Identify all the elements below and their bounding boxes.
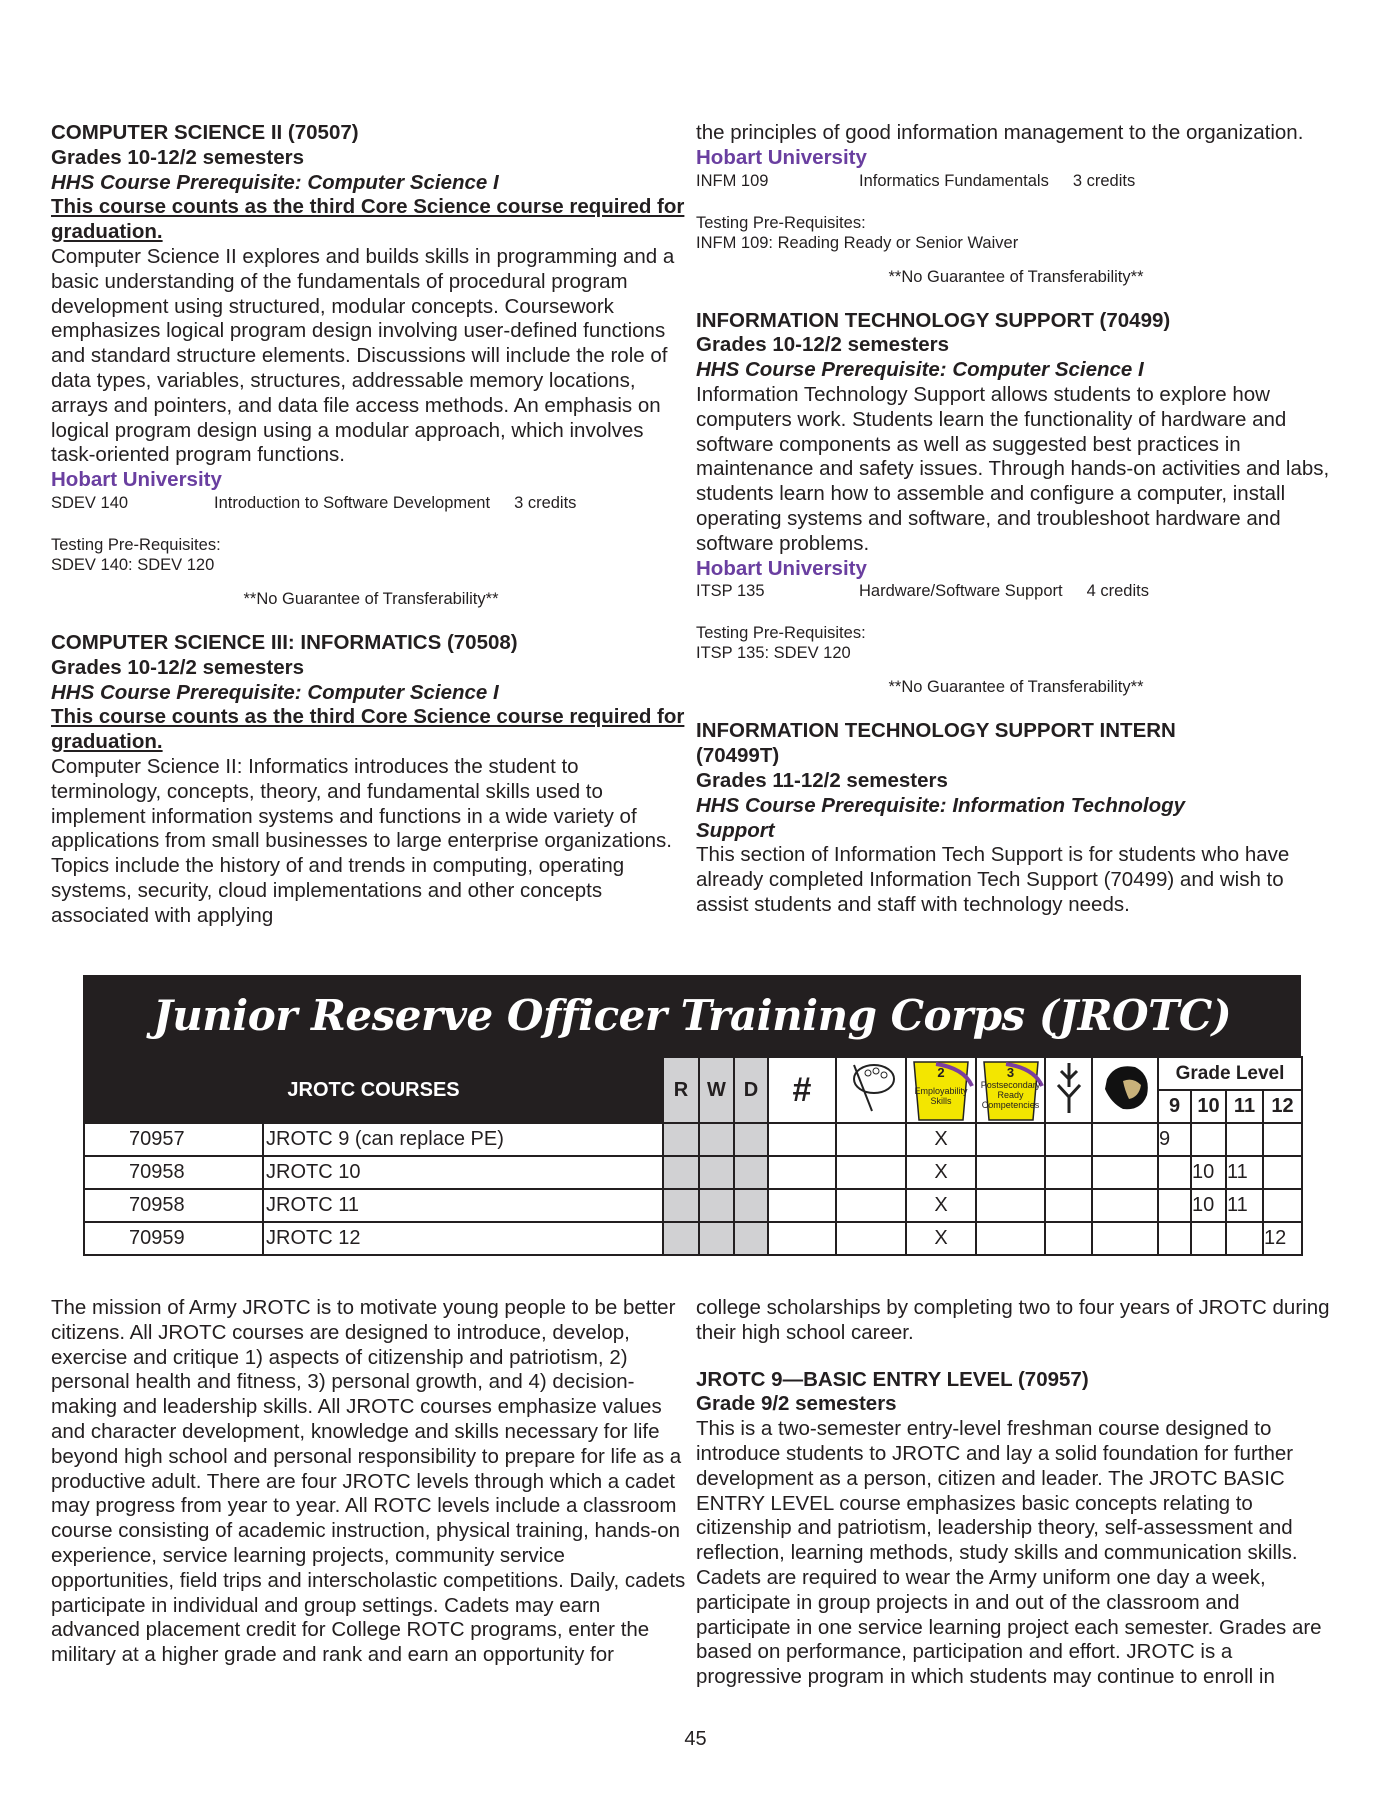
hashtag-icon: # — [768, 1057, 836, 1123]
d-cell — [734, 1189, 768, 1222]
grade-10-cell: 10 — [1191, 1189, 1226, 1222]
course-title: INFORMATION TECHNOLOGY SUPPORT (70499) — [696, 308, 1171, 332]
grade-11-header: 11 — [1226, 1090, 1263, 1123]
course-name: JROTC 10 — [263, 1156, 663, 1189]
dual-credit-course — [696, 581, 1336, 601]
r-cell — [663, 1222, 699, 1255]
postsecondary-bucket-icon — [976, 1057, 1045, 1123]
course-code: 70957 — [84, 1123, 263, 1156]
r-cell — [663, 1189, 699, 1222]
y-arrow-icon — [1045, 1057, 1092, 1123]
palette-cell — [836, 1222, 906, 1255]
hash-cell — [768, 1123, 836, 1156]
dual-credit-course — [696, 171, 1336, 191]
table-row — [84, 1156, 1302, 1189]
testing-label: Testing Pre-Requisites: — [696, 213, 866, 232]
course-credits: 3 credits — [1072, 171, 1136, 190]
grade-9-cell — [1158, 1156, 1191, 1189]
course-name: JROTC 12 — [263, 1222, 663, 1255]
course-grades: Grade 9/2 semesters — [696, 1392, 897, 1416]
hash-cell — [768, 1189, 836, 1222]
core-note: This course counts as the third Core Science course required for graduation. — [51, 705, 685, 754]
jrotc-mission: The mission of Army JROTC is to motivate young people to be better citizens. All JROTC courses are designed to introduce, develop, exercise and critique 1) aspects of citizenship and patriotism, 2) personal health and fitness, 3) personal growth, and 4) decision-making and leadership skills. All JROTC courses emphasize values and character development, knowledge and skills necessary for life beyond high school and personal responsibility to prepare for life as a productive adult. There are four JROTC levels through which a cadet may progress from year to year. All ROTC levels include a classroom course consisting of academic instruction, physical training, hands-on experience, service learning projects, community service opportunities, field trips and interscholastic competitions. Daily, cadets participate in individual and group settings. Cadets may earn advanced placement credit for College ROTC programs, enter the military at a higher grade and rank and earn an opportunity for — [51, 1296, 686, 1667]
grade-12-cell — [1263, 1123, 1302, 1156]
grade-12-cell — [1263, 1156, 1302, 1189]
postsecondary-cell — [976, 1156, 1045, 1189]
course-code: INFM 109 — [696, 171, 769, 190]
y-cell — [1045, 1189, 1092, 1222]
course-description: This section of Information Tech Support is for students who have already completed Information Tech Support (70499) and wish to assist students and staff with technology needs. — [696, 843, 1290, 916]
course-description: Information Technology Support allows students to explore how computers work. Students learn the functionality of hardware and software components as well as suggested best practices in maintenance and safety issues. Through hands-on activities and labs, students learn how to assemble and configure a computer, install operating systems and software, and troubleshoot hardware and software problems. — [696, 382, 1330, 555]
course-prereq: HHS Course Prerequisite: Information Technology Support — [696, 793, 1186, 842]
bucket-number: 2 — [937, 1065, 945, 1080]
w-cell — [699, 1123, 734, 1156]
core-note: This course counts as the third Core Science course required for graduation. — [51, 195, 685, 244]
table-row — [84, 1189, 1302, 1222]
course-description-cont: the principles of good information management to the organization. — [696, 121, 1304, 144]
course-credits: 3 credits — [514, 493, 577, 512]
university-name: Hobart University — [696, 556, 867, 580]
lion-cell — [1092, 1222, 1158, 1255]
course-name: JROTC 11 — [263, 1189, 663, 1222]
y-cell — [1045, 1222, 1092, 1255]
transfer-note: **No Guarantee of Transferability** — [888, 267, 1144, 286]
right-column-top — [696, 121, 1336, 918]
grade-11-cell — [1226, 1222, 1263, 1255]
course-name: Introduction to Software Development — [214, 493, 491, 512]
courses-header: JROTC COURSES — [84, 1057, 663, 1123]
grade-11-cell: 11 — [1226, 1156, 1263, 1189]
hash-cell — [768, 1222, 836, 1255]
y-cell — [1045, 1156, 1092, 1189]
palette-cell — [836, 1123, 906, 1156]
course-prereq: HHS Course Prerequisite: Computer Science I — [696, 358, 1144, 382]
lion-cell — [1092, 1123, 1158, 1156]
table-row — [84, 1222, 1302, 1255]
palette-cell — [836, 1156, 906, 1189]
left-column-bottom — [51, 1296, 691, 1668]
course-prereq: HHS Course Prerequisite: Computer Science I — [51, 680, 499, 704]
grade-12-header: 12 — [1263, 1090, 1302, 1123]
testing-label: Testing Pre-Requisites: — [51, 535, 221, 554]
course-description: Computer Science II explores and builds skills in programming and a basic understanding of the fundamentals of procedural program development using structured, modular concepts. Coursework emphasizes logical program design involving user-defined functions and standard structure elements. Discussions will include the role of data types, variables, structures, addressable memory locations, arrays and pointers, and data file access methods. An emphasis on logical program design using a modular approach, which involves task-oriented program functions. — [51, 244, 675, 467]
university-name: Hobart University — [696, 145, 867, 169]
jrotc-banner: Junior Reserve Officer Training Corps (JROTC) — [83, 975, 1301, 1056]
course-description: Computer Science II: Informatics introduces the student to terminology, concepts, theory, and fundamental skills used to implement information systems and functions in a wide variety of applications from small businesses to large enterprise organizations. Topics include the history of and trends in computing, operating systems, security, cloud implementations and other concepts associated with applying — [51, 754, 673, 927]
palette-cell — [836, 1189, 906, 1222]
course-grades: Grades 10-12/2 semesters — [51, 655, 305, 679]
postsecondary-cell — [976, 1189, 1045, 1222]
grade-9-cell: 9 — [1158, 1123, 1191, 1156]
bucket-number: 3 — [1006, 1065, 1015, 1080]
employability-mark: X — [906, 1189, 976, 1222]
employability-mark: X — [906, 1156, 976, 1189]
grade-10-cell: 10 — [1191, 1156, 1226, 1189]
course-title: COMPUTER SCIENCE II (70507) — [51, 121, 359, 144]
course-code: SDEV 140 — [51, 493, 129, 512]
course-grades: Grades 11-12/2 semesters — [696, 768, 948, 792]
course-prereq: HHS Course Prerequisite: Computer Science I — [51, 170, 499, 194]
transfer-note: **No Guarantee of Transferability** — [243, 589, 499, 608]
postsecondary-cell — [976, 1222, 1045, 1255]
r-cell — [663, 1156, 699, 1189]
lion-cell — [1092, 1189, 1158, 1222]
grade-12-cell — [1263, 1189, 1302, 1222]
d-cell — [734, 1222, 768, 1255]
page-number: 45 — [684, 1728, 707, 1750]
w-cell — [699, 1156, 734, 1189]
d-header: D — [734, 1057, 768, 1123]
bucket-label: Postsecondary Ready Competencies — [980, 1080, 1041, 1110]
grade-9-header: 9 — [1158, 1090, 1191, 1123]
grade-12-cell: 12 — [1263, 1222, 1302, 1255]
grade-10-header: 10 — [1191, 1090, 1226, 1123]
course-title: JROTC 9—BASIC ENTRY LEVEL (70957) — [696, 1367, 1089, 1391]
lion-cell — [1092, 1156, 1158, 1189]
grade-9-cell — [1158, 1189, 1191, 1222]
course-grades: Grades 10-12/2 semesters — [696, 333, 950, 357]
transfer-note: **No Guarantee of Transferability** — [888, 678, 1144, 697]
course-code: 70959 — [84, 1222, 263, 1255]
jrotc-mission-cont: college scholarships by completing two to four years of JROTC during their high school career. — [696, 1296, 1330, 1344]
palette-icon — [836, 1057, 906, 1123]
university-name: Hobart University — [51, 468, 222, 492]
employability-bucket-icon — [906, 1057, 976, 1123]
course-name: Informatics Fundamentals — [859, 171, 1049, 190]
course-name: Hardware/Software Support — [859, 582, 1063, 601]
grade-10-cell — [1191, 1222, 1226, 1255]
w-cell — [699, 1189, 734, 1222]
course-title: INFORMATION TECHNOLOGY SUPPORT INTERN (70499T) — [696, 719, 1176, 768]
d-cell — [734, 1123, 768, 1156]
course-credits: 4 credits — [1086, 582, 1149, 601]
course-grades: Grades 10-12/2 semesters — [51, 145, 305, 169]
w-header: W — [699, 1057, 734, 1123]
left-column-top — [51, 121, 691, 929]
lion-mascot-icon — [1092, 1057, 1158, 1123]
employability-mark: X — [906, 1123, 976, 1156]
testing-prereq: ITSP 135: SDEV 120 — [696, 644, 851, 663]
testing-prereq: SDEV 140: SDEV 120 — [51, 555, 215, 574]
course-code: 70958 — [84, 1156, 263, 1189]
grade-11-cell — [1226, 1123, 1263, 1156]
employability-mark: X — [906, 1222, 976, 1255]
grade-9-cell — [1158, 1222, 1191, 1255]
course-title: COMPUTER SCIENCE III: INFORMATICS (70508) — [51, 630, 518, 654]
table-row — [84, 1123, 1302, 1156]
d-cell — [734, 1156, 768, 1189]
y-cell — [1045, 1123, 1092, 1156]
course-description: This is a two-semester entry-level freshman course designed to introduce students to JROTC and lay a solid foundation for further development as a person, citizen and leader. The JROTC BASIC ENTRY LEVEL course emphasizes basic concepts relating to citizenship and patriotism, leadership theory, self-assessment and reflection, learning methods, study skills and communication skills. Cadets are required to wear the Army uniform one day a week, participate in group projects in and out of the classroom and participate in one service learning project each semester. Grades are based on performance, participation and effort. JROTC is a progressive program in which students may continue to enroll in — [696, 1417, 1322, 1689]
course-code: 70958 — [84, 1189, 263, 1222]
testing-prereq: INFM 109: Reading Ready or Senior Waiver — [696, 233, 1019, 252]
dual-credit-course — [51, 493, 691, 513]
w-cell — [699, 1222, 734, 1255]
testing-label: Testing Pre-Requisites: — [696, 624, 866, 643]
right-column-bottom — [696, 1296, 1336, 1690]
r-cell — [663, 1123, 699, 1156]
grade-level-header: Grade Level — [1158, 1057, 1302, 1090]
course-code: ITSP 135 — [696, 582, 765, 601]
course-name: JROTC 9 (can replace PE) — [263, 1123, 663, 1156]
grade-10-cell — [1191, 1123, 1226, 1156]
postsecondary-cell — [976, 1123, 1045, 1156]
hash-cell — [768, 1156, 836, 1189]
jrotc-course-table — [83, 975, 1301, 1256]
grade-11-cell: 11 — [1226, 1189, 1263, 1222]
r-header: R — [663, 1057, 699, 1123]
bucket-label: Employability Skills — [914, 1086, 968, 1106]
